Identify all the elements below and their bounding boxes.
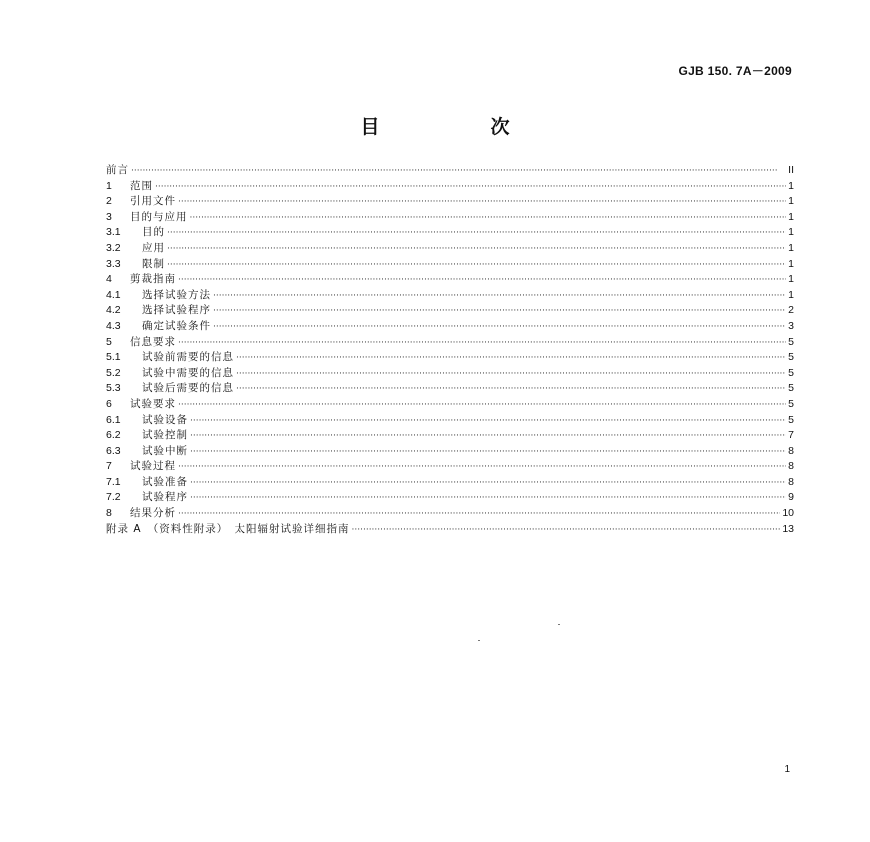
toc-dot-leader [236,351,786,367]
toc-entry-number: 6.2 [106,429,121,442]
toc-entry-label: 选择试验程序 [142,304,211,317]
toc-entry-page: 9 [788,491,794,504]
toc-entry-page: 1 [788,179,794,192]
toc-entry-number: 4.1 [106,288,121,301]
toc-entry-label: 附录 A （资料性附录） 太阳辐射试验详细指南 [106,522,350,535]
toc-entry-number: 5 [106,335,112,348]
toc-entry [106,194,794,210]
toc-dot-leader [190,429,786,445]
toc-entry-label: 试验设备 [142,413,188,426]
toc-entry-number: 4 [106,273,112,286]
toc-dot-leader [190,414,786,430]
toc-entry-label: 前言 [106,164,129,176]
toc-entry [106,413,794,429]
toc-entry-number: 2 [106,195,112,208]
toc-entry-label: 剪裁指南 [130,273,176,286]
toc-entry-number: 7.2 [106,491,121,504]
toc-entry-number: 7 [106,460,112,473]
toc-dot-leader [131,164,786,180]
toc-entry-number: 6.3 [106,444,121,457]
toc-entry-label: 信息要求 [130,335,176,348]
toc-entry [106,444,794,460]
toc-entry-number: 3.1 [106,226,121,239]
toc-entry-label: 试验后需要的信息 [142,382,234,395]
toc-entry-page: 1 [788,226,794,239]
toc-entry [106,459,794,475]
toc-entry-label: 试验程序 [142,491,188,504]
toc-entry [106,490,794,506]
toc-dot-leader [178,460,786,476]
toc-entry-page: 1 [788,241,794,254]
toc-entry-number: 5.2 [106,366,121,379]
scan-speck [558,624,560,625]
toc-dot-leader [190,491,786,507]
toc-dot-leader [236,382,786,398]
toc-entry-page: 1 [788,210,794,223]
toc-entry-label: 试验过程 [130,460,176,473]
toc-entry [106,288,794,304]
toc-entry-page: 5 [788,335,794,348]
toc-entry-number: 6 [106,397,112,410]
toc-dot-leader [213,289,786,305]
toc-entry [106,366,794,382]
toc-entry [106,257,794,273]
toc-entry-page: 5 [788,397,794,410]
toc-entry-page: 13 [782,522,794,535]
toc-entry-page: 1 [788,195,794,208]
toc-dot-leader [178,273,786,289]
toc-entry-page: 8 [788,444,794,457]
toc-entry [106,397,794,413]
toc-entry-label: 试验中需要的信息 [142,366,234,379]
toc-entry-number: 4.2 [106,304,121,317]
toc-dot-leader [167,242,786,258]
toc-dot-leader [178,336,786,352]
toc-entry-page: 1 [788,288,794,301]
table-of-contents [106,163,794,537]
toc-entry-label: 试验准备 [142,475,188,488]
toc-entry [106,210,794,226]
toc-entry [106,225,794,241]
toc-dot-leader [190,476,786,492]
toc-entry-label: 限制 [142,257,165,270]
toc-entry-label: 目的与应用 [130,210,188,223]
toc-entry-label: 选择试验方法 [142,288,211,301]
toc-entry [106,335,794,351]
toc-dot-leader [178,195,786,211]
toc-entry-label: 结果分析 [130,507,176,520]
toc-entry-number: 5.1 [106,351,121,364]
standard-code: GJB 150. 7A－2009 [678,64,792,78]
page-title: 目 次 [360,116,556,138]
toc-entry-page: 3 [788,319,794,332]
page-number: 1 [784,764,790,775]
toc-dot-leader [167,226,786,242]
toc-entry-label: 目的 [142,226,165,239]
toc-dot-leader [178,507,780,523]
toc-entry-number: 5.3 [106,382,121,395]
toc-entry [106,350,794,366]
toc-dot-leader [155,180,786,196]
toc-entry [106,303,794,319]
toc-entry [106,381,794,397]
toc-entry-label: 确定试验条件 [142,319,211,332]
toc-entry [106,522,794,538]
toc-entry-page: 10 [782,507,794,520]
toc-entry-page: 8 [788,460,794,473]
toc-entry-label: 试验要求 [130,397,176,410]
toc-entry-page: 7 [788,429,794,442]
toc-entry-page: II [788,164,794,176]
toc-dot-leader [167,258,786,274]
toc-dot-leader [213,320,786,336]
toc-entry-page: 5 [788,351,794,364]
toc-entry-label: 试验控制 [142,429,188,442]
toc-entry-number: 6.1 [106,413,121,426]
toc-entry [106,506,794,522]
toc-entry-label: 试验前需要的信息 [142,351,234,364]
toc-entry-page: 5 [788,382,794,395]
toc-dot-leader [190,445,786,461]
toc-entry [106,319,794,335]
toc-entry-label: 引用文件 [130,195,176,208]
toc-entry-page: 5 [788,366,794,379]
toc-entry-label: 试验中断 [142,444,188,457]
toc-entry-page: 1 [788,257,794,270]
toc-dot-leader [213,304,786,320]
scan-speck [478,640,480,641]
toc-dot-leader [236,367,786,383]
toc-entry-page: 2 [788,304,794,317]
toc-entry-number: 8 [106,507,112,520]
toc-entry [106,179,794,195]
toc-entry [106,163,794,179]
toc-dot-leader [178,398,786,414]
toc-entry-label: 应用 [142,241,165,254]
toc-entry-number: 3.2 [106,241,121,254]
toc-entry [106,428,794,444]
toc-entry [106,272,794,288]
toc-entry-page: 1 [788,273,794,286]
toc-entry [106,241,794,257]
toc-entry-page: 5 [788,413,794,426]
toc-entry-number: 3.3 [106,257,121,270]
toc-entry-page: 8 [788,475,794,488]
toc-entry [106,475,794,491]
toc-entry-number: 3 [106,210,112,223]
toc-entry-number: 4.3 [106,319,121,332]
toc-dot-leader [190,211,787,227]
toc-dot-leader [352,523,781,539]
toc-entry-number: 1 [106,179,112,192]
toc-entry-number: 7.1 [106,475,121,488]
toc-entry-label: 范围 [130,179,153,192]
